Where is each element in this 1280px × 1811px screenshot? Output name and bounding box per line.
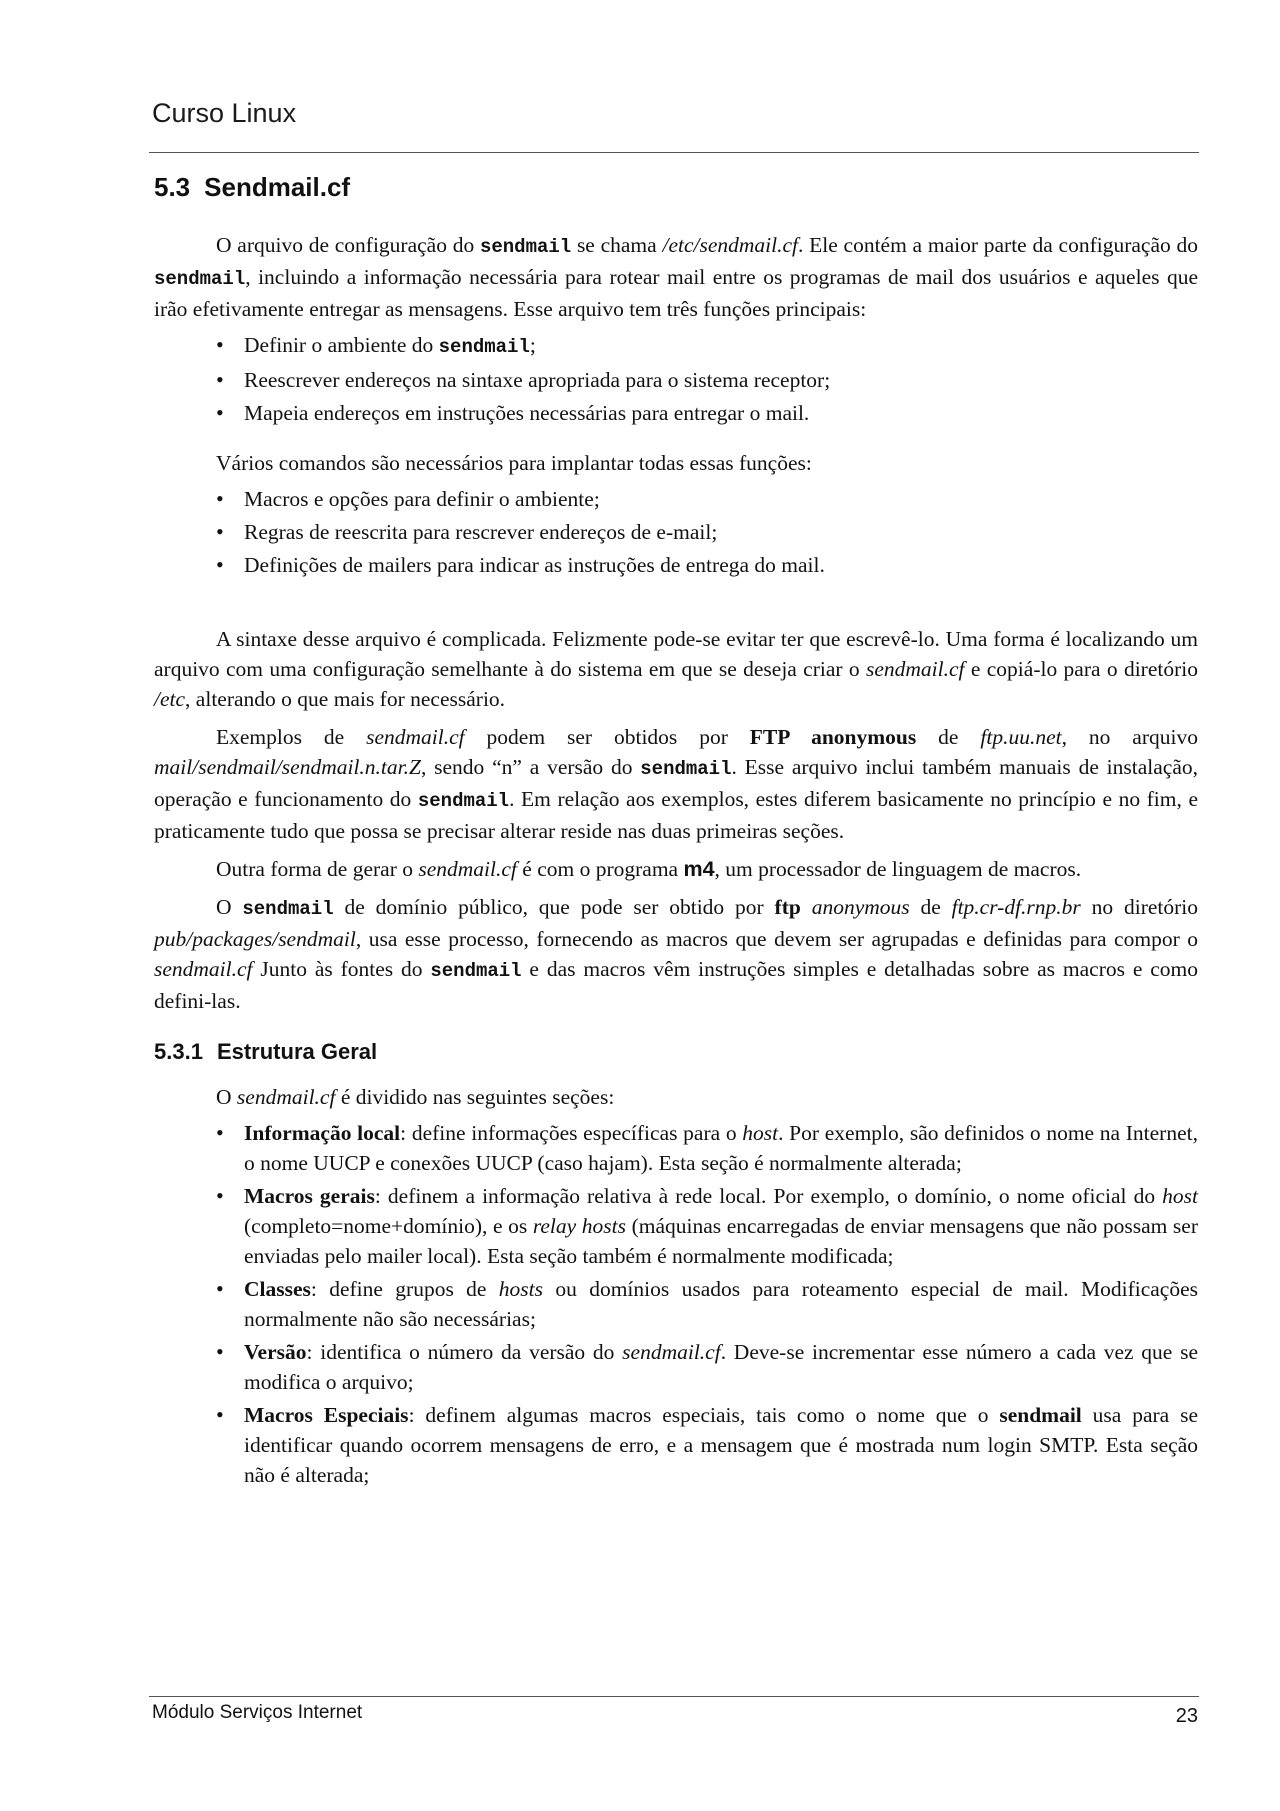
text-run: é com o programa	[516, 857, 684, 881]
host-text: ftp.cr-df.rnp.br	[951, 895, 1081, 919]
paragraph-public-domain	[154, 892, 1198, 1016]
list-item	[244, 1337, 1198, 1397]
list-item	[244, 1118, 1198, 1178]
text-run: se chama	[571, 233, 663, 257]
text-run: de	[909, 895, 952, 919]
text-run: O arquivo de configuração do	[216, 233, 480, 257]
subsection-heading	[154, 1036, 1198, 1068]
paragraph-structure-intro	[154, 1082, 1198, 1112]
filename-text: sendmail.cf	[154, 957, 253, 981]
code-sendmail: sendmail	[417, 790, 510, 812]
text-run: de domínio público, que pode ser obtido por	[333, 895, 775, 919]
page-content	[154, 170, 1198, 1493]
text-run: ou domínios usados para roteamento especial de mail. Modificações normalmente não são necessárias;	[244, 1277, 1198, 1331]
text-run: (máquinas encarregadas de enviar mensagens que não possam ser enviadas pelo mailer local). Esta seção também é normalmente modificada;	[244, 1214, 1198, 1268]
filename-text: sendmail.cf	[866, 657, 965, 681]
paragraph-syntax	[154, 624, 1198, 714]
list-item: • Macros e opções para definir o ambiente;	[244, 484, 1198, 514]
text-run: ;	[529, 333, 536, 357]
term: Classes	[244, 1277, 311, 1301]
code-sendmail: sendmail	[640, 758, 732, 780]
code-sendmail: sendmail	[430, 960, 522, 982]
commands-intro: Vários comandos são necessários para implantar todas essas funções:	[216, 451, 812, 475]
term: Macros gerais	[244, 1184, 375, 1208]
ftp-term: ftp	[774, 895, 801, 919]
text-run: , sendo “n” a versão do	[420, 755, 641, 779]
footer-rule	[149, 1696, 1199, 1697]
text-run: usa para se identificar quando ocorrem mensagens de erro, e a mensagem que é mostrada num login SMTP. Esta seção não é alterada;	[244, 1403, 1198, 1487]
filename-text: sendmail.cf	[622, 1340, 721, 1364]
text-run: . Em relação aos exemplos, estes diferem basicamente no princípio e no fim, e praticamente tudo que possa se precisar alterar reside nas duas primeiras seções.	[154, 787, 1198, 843]
paragraph-examples	[154, 722, 1198, 846]
commands-list	[154, 484, 1198, 580]
term: Versão	[244, 1340, 307, 1364]
sections-list	[154, 1118, 1198, 1490]
text-run	[801, 895, 812, 919]
subsection-number: 5.3.1	[154, 1039, 203, 1064]
path-text: mail/sendmail/sendmail.n.tar.Z	[154, 755, 421, 779]
text-run: . Deve-se incrementar esse número a cada vez que se modifica o arquivo;	[244, 1340, 1198, 1394]
italic-term: host	[742, 1121, 779, 1145]
text-run: . Por exemplo, são definidos o nome na Internet, o nome UUCP e conexões UUCP (caso hajam). Esta seção é normalmente alterada;	[244, 1121, 1198, 1175]
text-run: e copiá-lo para o diretório	[964, 657, 1198, 681]
text-run: A sintaxe desse arquivo é complicada. Felizmente pode-se evitar ter que escrevê-lo. Uma forma é localizando um arquivo com uma configuração semelhante à do sistema em que se deseja criar o	[154, 627, 1198, 681]
text-run: Junto às fontes do	[252, 957, 431, 981]
term: Informação local	[244, 1121, 401, 1145]
text-run: é dividido nas seguintes seções:	[335, 1085, 615, 1109]
text-run: Exemplos de	[216, 725, 367, 749]
text-run: , usa esse processo, fornecendo as macros que devem ser agrupadas e definidas para compor o	[355, 927, 1198, 951]
text-run: (completo=nome+domínio), e os	[244, 1214, 533, 1238]
text-run: O	[216, 895, 243, 919]
list-item	[244, 1400, 1198, 1490]
code-sendmail: sendmail	[479, 236, 572, 258]
filename-text: sendmail.cf	[418, 857, 517, 881]
text-run: : definem a informação relativa à rede local. Por exemplo, o domínio, o nome oficial do	[374, 1184, 1163, 1208]
host-text: ftp.uu.net	[980, 725, 1062, 749]
header-rule	[149, 152, 1199, 153]
paragraph-m4	[154, 854, 1198, 884]
list-item: • Definições de mailers para indicar as instruções de entrega do mail.	[244, 550, 1198, 580]
text-run: e das macros vêm instruções simples e detalhadas sobre as macros e como defini-las.	[154, 957, 1199, 1013]
path-text: pub/packages/sendmail	[154, 927, 356, 951]
ftp-term: FTP anonymous	[749, 725, 917, 749]
text-run: O	[216, 1085, 237, 1109]
code-sendmail: sendmail	[438, 336, 530, 358]
text-run: podem ser obtidos por	[464, 725, 750, 749]
section-number: 5.3	[154, 172, 191, 202]
code-sendmail: sendmail	[242, 898, 334, 920]
filename-text: sendmail.cf	[366, 725, 465, 749]
term: Macros Especiais	[244, 1403, 409, 1427]
list-item	[244, 330, 1198, 362]
text-run: Definir o ambiente do	[244, 333, 439, 357]
term: sendmail	[999, 1403, 1082, 1427]
list-item: • Mapeia endereços em instruções necessárias para entregar o mail.	[244, 398, 1198, 428]
italic-term: hosts	[498, 1277, 544, 1301]
list-item: • Regras de reescrita para rescrever endereços de e-mail;	[244, 517, 1198, 547]
page-header-title: Curso Linux	[152, 98, 297, 128]
text-run: . Esse arquivo inclui também manuais de instalação, operação e funcionamento do	[154, 755, 1198, 811]
text-run: , incluindo a informação necessária para rotear mail entre os programas de mail dos usuários e aqueles que irão efetivamente entregar as mensagens. Esse arquivo tem três funções principais:	[154, 265, 1198, 321]
text-run: : definem algumas macros especiais, tais como o nome que o	[408, 1403, 1000, 1427]
filename-text: sendmail.cf	[236, 1085, 336, 1109]
paragraph-intro	[154, 230, 1198, 324]
text-run: Outra forma de gerar o	[216, 857, 419, 881]
anonymous-text: anonymous	[811, 895, 910, 919]
code-sendmail: sendmail	[154, 268, 246, 290]
functions-list	[154, 330, 1198, 428]
list-item	[244, 1274, 1198, 1334]
page-number: 23	[1175, 1705, 1198, 1727]
text-run: : define grupos de	[310, 1277, 499, 1301]
italic-term: host	[1162, 1184, 1198, 1208]
text-run: . Ele contém a maior parte da configuração do	[798, 233, 1198, 257]
text-run: , alterando o que mais for necessário.	[185, 687, 506, 711]
text-run: , um processador de linguagem de macros.	[714, 857, 1082, 881]
path-text: /etc	[154, 687, 186, 711]
section-heading	[154, 170, 1198, 204]
list-item	[244, 1181, 1198, 1271]
subsection-title: Estrutura Geral	[216, 1039, 378, 1064]
text-run: : define informações específicas para o	[400, 1121, 743, 1145]
list-item: • Reescrever endereços na sintaxe apropriada para o sistema receptor;	[244, 365, 1198, 395]
path-text: /etc/sendmail.cf	[662, 233, 798, 257]
text-run: , no arquivo	[1061, 725, 1198, 749]
italic-term: relay hosts	[532, 1214, 626, 1238]
text-run: : identifica o número da versão do	[306, 1340, 623, 1364]
footer-module-title: Módulo Serviços Internet	[152, 1702, 363, 1723]
text-run: no diretório	[1080, 895, 1199, 919]
text-run: de	[916, 725, 981, 749]
section-title: Sendmail.cf	[204, 172, 351, 202]
program-name: m4	[683, 857, 715, 881]
